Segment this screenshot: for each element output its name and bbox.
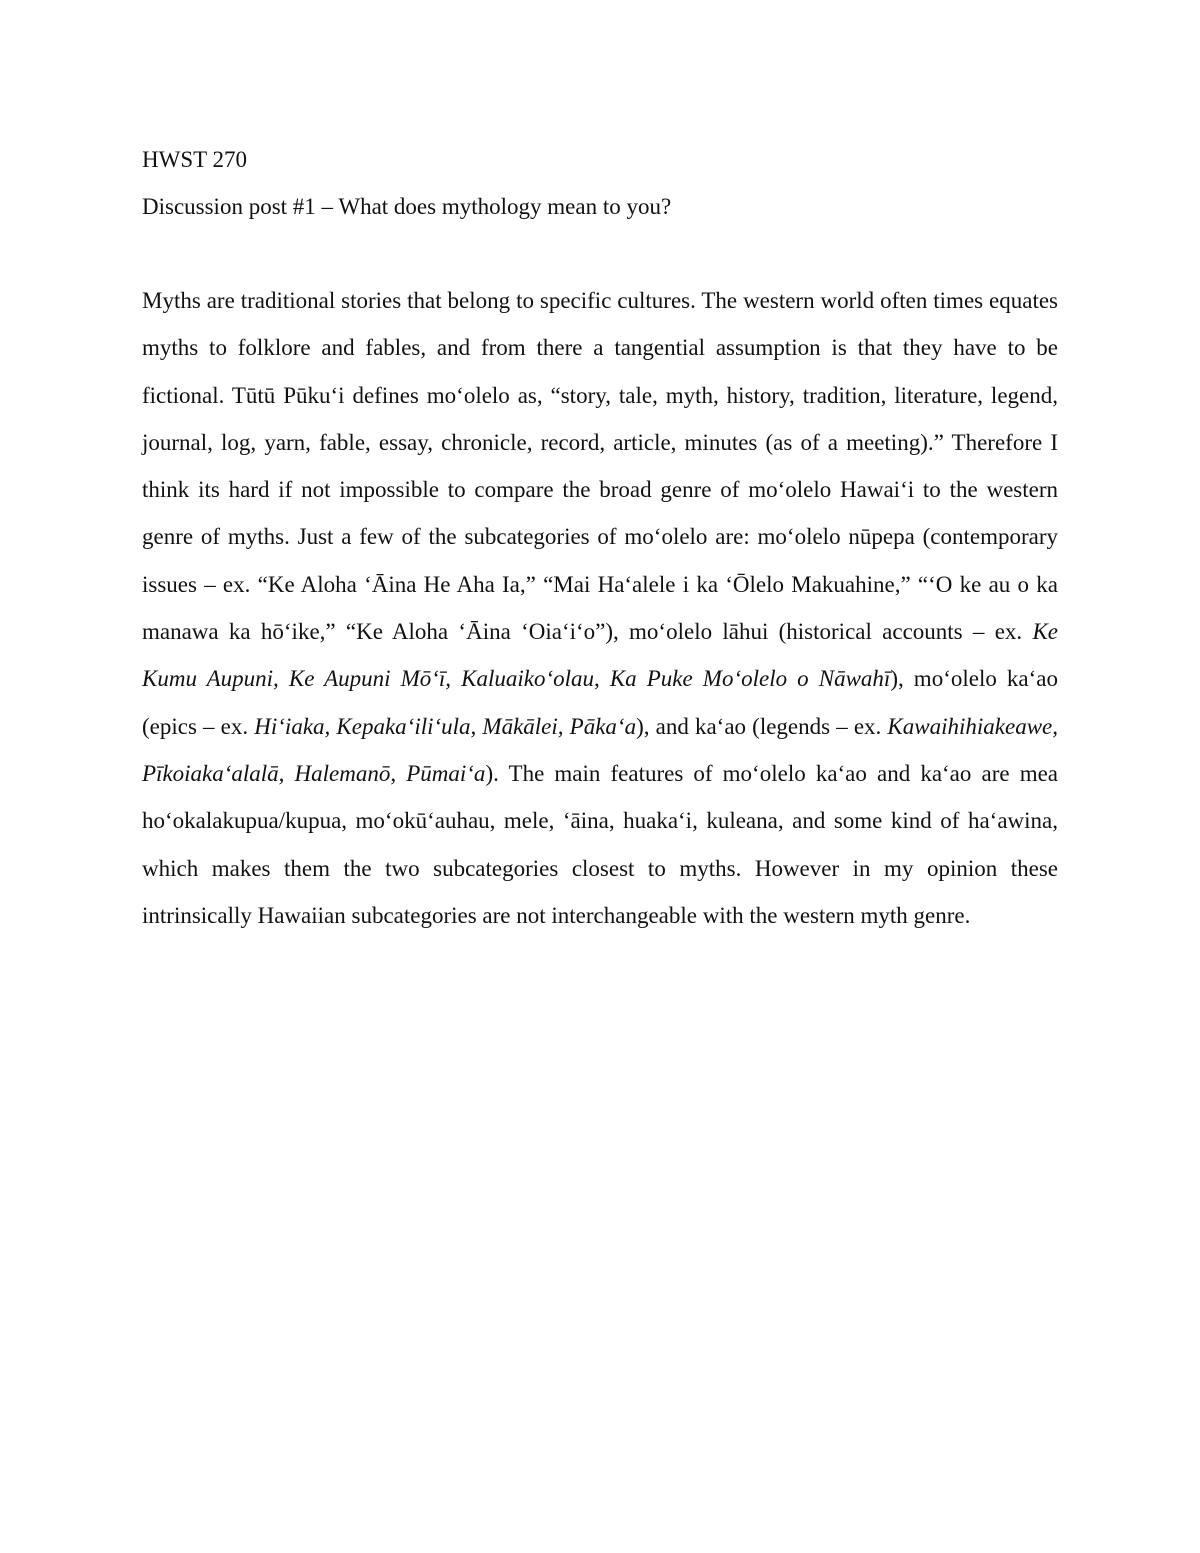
blank-line [142, 230, 1058, 277]
paragraph-run: Myths are traditional stories that belong to specific cultures. The western world often times equates myths to folklore and fables, and from there a tangential assumption is that they have to be fictional. Tūtū Pūkuʻi defines moʻolelo as, “story, tale, myth, history, tradition, literature, legend, journal, log, yarn, fable, essay, chronicle, record, article, minutes (as of a meeting).” Therefore I think its hard if not impossible to compare the broad genre of moʻolelo Hawaiʻi to the western genre of myths. Just a few of the subcategories of moʻolelo are: moʻolelo nūpepa (contemporary issues – ex. “Ke Aloha ʻĀina He Aha Ia,” “Mai Haʻalele i ka ʻŌlelo Makuahine,” “ʻO ke au o ka manawa ka hōʻike,” “Ke Aloha ʻĀina ʻOiaʻiʻo”), moʻolelo lāhui (historical accounts – ex. [142, 288, 1058, 645]
discussion-paragraph [142, 277, 1058, 939]
paragraph-run: ), moʻolelo kaʻao (epics – ex. [142, 666, 1058, 739]
paragraph-run: ). The main features of moʻolelo kaʻao and kaʻao are mea hoʻokalakupua/kupua, moʻokūʻauhau, mele, ʻāina, huakaʻi, kuleana, and some kind of haʻawina, which makes them the two subcategories closest to myths. However in my opinion these intrinsically Hawaiian subcategories are not interchangeable with the western myth genre. [142, 760, 1058, 928]
paragraph-run-italic: Hiʻiaka, Kepakaʻiliʻula, Mākālei, Pākaʻa [254, 713, 637, 739]
discussion-prompt: Discussion post #1 – What does mythology mean to you? [142, 194, 672, 219]
course-code: HWST 270 [142, 147, 247, 172]
paragraph-run-italic: Kawaihihiakeawe, Pīkoiakaʻalalā, Halemanō, Pūmaiʻa [142, 713, 1058, 786]
paragraph-run: ), and kaʻao (legends – ex. [636, 713, 888, 739]
paragraph-run-italic: Ke Kumu Aupuni, Ke Aupuni Mōʻī, Kaluaikoʻolau, Ka Puke Moʻolelo o Nāwahī [142, 619, 1058, 692]
document-body [142, 136, 1058, 939]
